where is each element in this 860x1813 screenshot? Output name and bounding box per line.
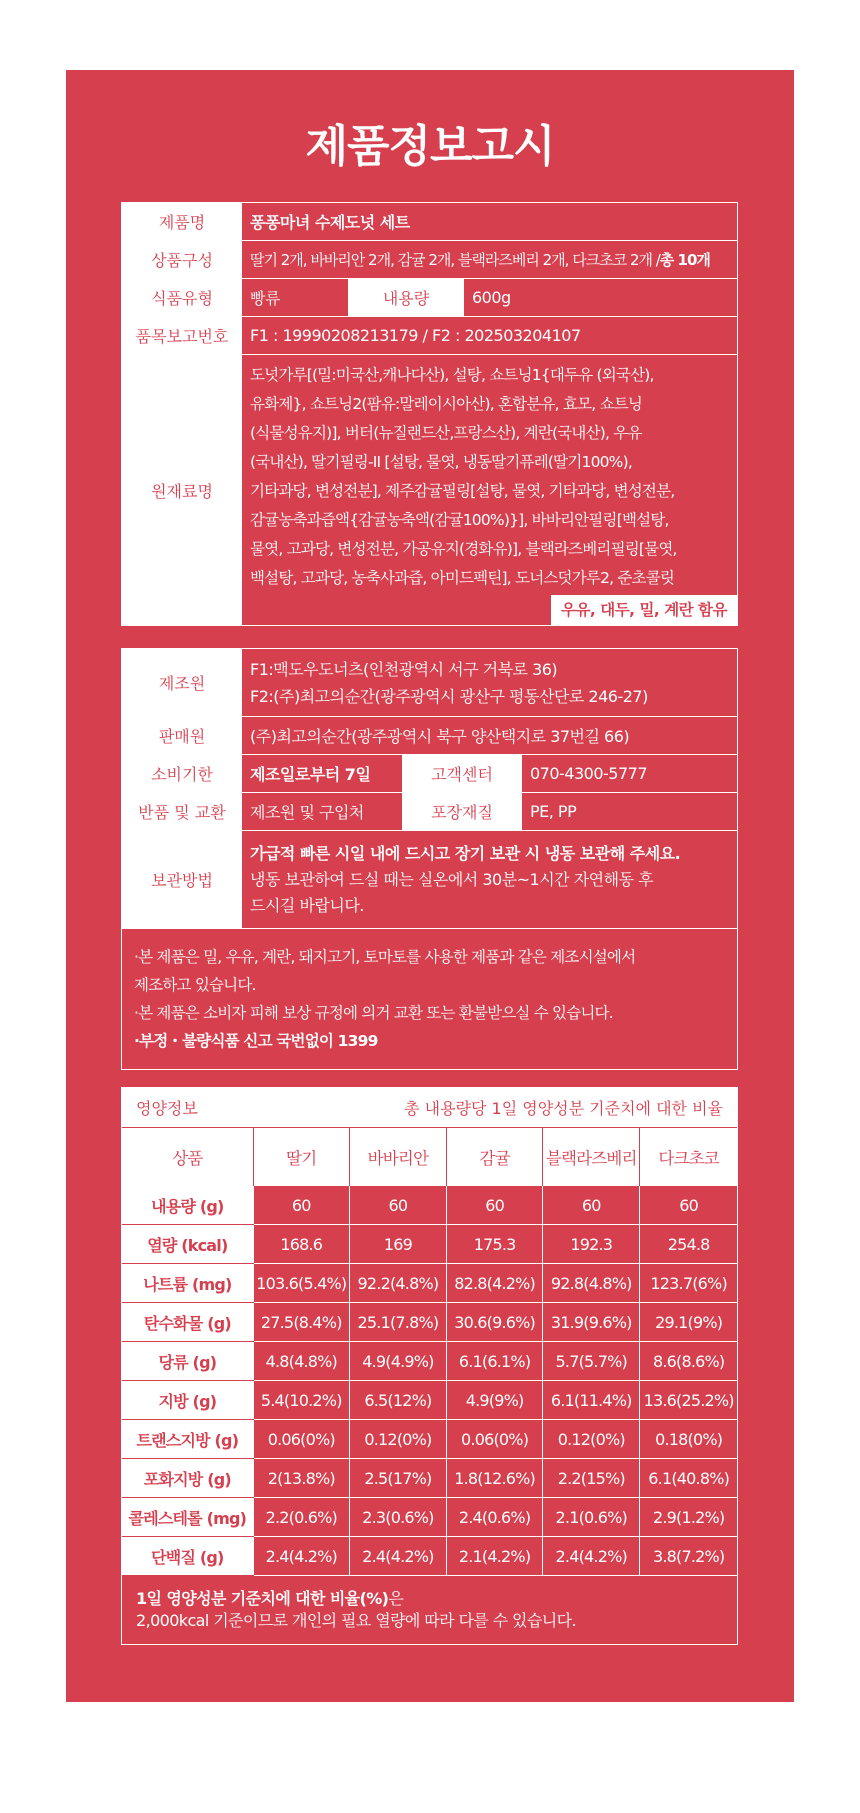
report-no-value: F1 : 19990208213179 / F2 : 202503204107 [250,326,581,345]
notice-text [122,929,737,1069]
type-value: 빵류 [250,289,280,308]
table-cell: 3.8(7.2%) [640,1537,737,1576]
row-type [122,279,737,317]
table-cell: 25.1(7.8%) [349,1303,446,1342]
table-cell: 4.8(4.8%) [253,1342,349,1381]
table-cell: 92.2(4.8%) [349,1264,446,1303]
nutrition-columns [122,1128,737,1186]
table-cell: 82.8(4.2%) [447,1264,543,1303]
maker-line: F2:(주)최고의순간(광주광역시 광산구 평동산단로 246-27) [250,686,648,706]
row-label: 포화지방 (g) [122,1459,253,1498]
table-cell: 2.2(0.6%) [253,1498,349,1537]
seller-value: (주)최고의순간(광주광역시 북구 양산택지로 37번길 66) [250,727,630,746]
materials-line: 기타과당, 변성전분], 제주감귤필링[설탕, 물엿, 기타과당, 변성전분, [250,482,675,500]
row-label: 나트륨 (mg) [122,1264,253,1303]
maker-label: 제조원 [122,649,242,716]
table-cell: 2.4(0.6%) [447,1498,543,1537]
table-cell: 60 [640,1186,737,1225]
table-cell: 60 [349,1186,446,1225]
table-cell: 2.5(17%) [349,1459,446,1498]
table-cell: 30.6(9.6%) [447,1303,543,1342]
expiry-value: 제조일로부터 7일 [250,765,371,784]
table-cell: 5.7(5.7%) [543,1342,640,1381]
notice-line: ·부정・불량식품 신고 국번없이 1399 [134,1032,378,1050]
row-label: 탄수화물 (g) [122,1303,253,1342]
table-cell: 92.8(4.8%) [543,1264,640,1303]
row-label: 단백질 (g) [122,1537,253,1576]
row-seller [122,717,737,755]
page-title: 제품정보고시 [305,121,555,172]
row-composition [122,241,737,279]
table-cell: 168.6 [253,1225,349,1264]
product-name-value: 퐁퐁마녀 수제도넛 세트 [250,213,410,232]
materials-line: 물엿, 고과당, 변성전분, 가공유지(경화유)], 블랙라즈베리필링[물엿, [250,540,677,558]
table-cell: 60 [543,1186,640,1225]
materials-label: 원재료명 [122,355,242,625]
table-cell: 192.3 [543,1225,640,1264]
notice-line: ·본 제품은 소비자 피해 보상 규정에 의거 교환 또는 환불받으실 수 있습니다. [134,1004,613,1022]
table-row [122,1303,737,1342]
table-row [122,1537,737,1576]
materials-value [242,355,737,625]
table-cell: 0.18(0%) [640,1420,737,1459]
row-label: 트랜스지방 (g) [122,1420,253,1459]
table-row [122,1420,737,1459]
table-cell: 0.06(0%) [447,1420,543,1459]
cs-label: 고객센터 [402,755,522,792]
packaging-value: PE, PP [530,802,577,821]
storage-line: 냉동 보관하여 드실 때는 실온에서 30분~1시간 자연해동 후 [250,869,654,889]
storage-value [242,831,688,928]
table-cell: 175.3 [447,1225,543,1264]
col-header: 상품 [122,1128,253,1186]
nutrition-header-right: 총 내용량당 1일 영양성분 기준치에 대한 비율 [404,1099,723,1118]
table-cell: 2.4(4.2%) [253,1537,349,1576]
seller-label: 판매원 [122,717,242,754]
col-header: 블랙라즈베리 [543,1128,640,1186]
table-row [122,1381,737,1420]
return-label: 반품 및 교환 [122,793,242,830]
table-cell: 254.8 [640,1225,737,1264]
maker-line: F1:맥도우도너츠(인천광역시 서구 거북로 36) [250,659,558,679]
expiry-label: 소비기한 [122,755,242,792]
table-cell: 1.8(12.6%) [447,1459,543,1498]
product-name-label: 제품명 [122,203,242,240]
maker-info-table [121,648,738,1070]
materials-line: (식물성유지)], 버터(뉴질랜드산,프랑스산), 계란(국내산), 우유 [250,424,642,442]
table-cell: 27.5(8.4%) [253,1303,349,1342]
row-product-name [122,203,737,241]
row-materials [122,355,737,625]
row-label: 콜레스테롤 (mg) [122,1498,253,1537]
table-cell: 0.12(0%) [349,1420,446,1459]
row-storage [122,831,737,929]
materials-line: 도넛가루[(밀:미국산,캐나다산), 설탕, 쇼트닝1{대두유 (외국산), [250,366,654,384]
table-cell: 103.6(5.4%) [253,1264,349,1303]
allergy-badge: 우유, 대두, 밀, 계란 함유 [551,595,737,625]
table-row [122,1342,737,1381]
composition-label: 상품구성 [122,241,242,278]
notice-line: 제조하고 있습니다. [134,976,256,994]
table-cell: 60 [447,1186,543,1225]
packaging-label: 포장재질 [402,793,522,830]
col-header: 딸기 [253,1128,349,1186]
nutrition-header [122,1088,737,1128]
table-cell: 2.4(4.2%) [543,1537,640,1576]
table-cell: 5.4(10.2%) [253,1381,349,1420]
storage-line: 드시길 바랍니다. [250,895,364,915]
materials-line: 백설탕, 고과당, 농축사과즙, 아미드펙틴], 도너스덧가루2, 준초콜릿 [250,569,675,587]
row-label: 지방 (g) [122,1381,253,1420]
row-report-no [122,317,737,355]
composition-items: 딸기 2개, 바바리안 2개, 감귤 2개, 블랙라즈베리 2개, 다크초코 2개 / [250,251,660,269]
table-row [122,1186,737,1225]
table-cell: 0.12(0%) [543,1420,640,1459]
composition-value [242,241,718,278]
product-info-table [121,202,738,626]
row-expiry [122,755,737,793]
nutrition-header-left: 영양정보 [136,1099,198,1118]
col-header: 다크초코 [640,1128,737,1186]
table-row [122,1225,737,1264]
row-label: 열량 (kcal) [122,1225,253,1264]
storage-line: 가급적 빠른 시일 내에 드시고 장기 보관 시 냉동 보관해 주세요. [250,843,681,863]
table-cell: 2.1(4.2%) [447,1537,543,1576]
col-header: 감귤 [447,1128,543,1186]
row-label: 내용량 (g) [122,1186,253,1225]
row-maker [122,649,737,717]
table-cell: 4.9(9%) [447,1381,543,1420]
row-return [122,793,737,831]
notice-line: ·본 제품은 밀, 우유, 계란, 돼지고기, 토마토를 사용한 제품과 같은 제조시설에서 [134,948,636,966]
materials-line: 감귤농축과즙액{감귤농축액(감귤100%)}], 바바리안필링[백설탕, [250,511,669,529]
table-cell: 31.9(9.6%) [543,1303,640,1342]
cs-value: 070-4300-5777 [530,764,648,783]
table-cell: 169 [349,1225,446,1264]
footnote-line: 2,000kcal 기준이므로 개인의 필요 열량에 따라 다를 수 있습니다. [136,1611,576,1630]
table-cell: 2.4(4.2%) [349,1537,446,1576]
composition-total: 총 10개 [659,251,710,269]
storage-label: 보관방법 [122,831,242,928]
table-cell: 8.6(8.6%) [640,1342,737,1381]
maker-value [242,649,656,716]
table-cell: 0.06(0%) [253,1420,349,1459]
table-cell: 29.1(9%) [640,1303,737,1342]
report-no-label: 품목보고번호 [122,317,242,354]
table-row [122,1498,737,1537]
table-cell: 6.1(40.8%) [640,1459,737,1498]
table-cell: 6.1(11.4%) [543,1381,640,1420]
table-cell: 2(13.8%) [253,1459,349,1498]
table-cell: 2.2(15%) [543,1459,640,1498]
type-label: 식품유형 [122,279,242,316]
return-value: 제조원 및 구입처 [250,803,364,822]
product-info-panel [66,70,794,1702]
table-cell: 2.9(1.2%) [640,1498,737,1537]
materials-line: 유화제}, 쇼트닝2(팜유:말레이시아산), 혼합분유, 효모, 쇼트닝 [250,395,643,413]
volume-label: 내용량 [348,279,464,316]
table-row [122,1264,737,1303]
nutrition-grid [122,1128,737,1576]
footnote-bold-suffix: 은 [388,1589,404,1608]
col-header: 바바리안 [349,1128,446,1186]
table-cell: 123.7(6%) [640,1264,737,1303]
table-cell: 2.1(0.6%) [543,1498,640,1537]
volume-value: 600g [472,288,511,307]
footnote-bold: 1일 영양성분 기준치에 대한 비율(%) [136,1589,389,1608]
row-label: 당류 (g) [122,1342,253,1381]
table-cell: 6.5(12%) [349,1381,446,1420]
table-cell: 60 [253,1186,349,1225]
nutrition-table [121,1087,738,1645]
nutrition-footnote [122,1576,737,1644]
materials-line: (국내산), 딸기필링-II [설탕, 물엿, 냉동딸기퓨레(딸기100%), [250,453,632,471]
table-cell: 4.9(4.9%) [349,1342,446,1381]
table-row [122,1459,737,1498]
table-cell: 13.6(25.2%) [640,1381,737,1420]
table-cell: 6.1(6.1%) [447,1342,543,1381]
table-cell: 2.3(0.6%) [349,1498,446,1537]
